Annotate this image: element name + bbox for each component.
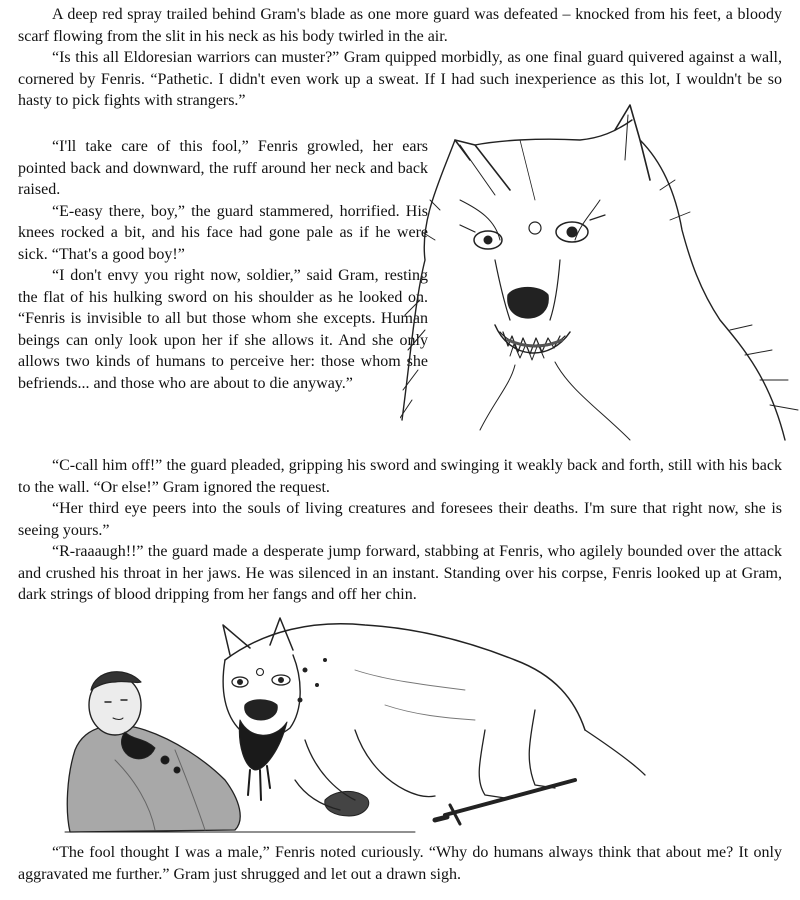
paragraph: “Is this all Eldoresian warriors can muster?” Gram quipped morbidly, as one final guard quivered against a wall, cornered by Fenris. “Pathetic. I didn't even work up a sweat. If I had such inexperience as this lot, I wouldn't be so hasty to pick fights with strangers.” (18, 49, 782, 109)
paragraph: “I don't envy you right now, soldier,” said Gram, resting the flat of his hulking sword on his shoulder as he looked on. “Fenris is invisible to all but those whom she excepts. Human beings can only look upon her if she allows it. And she only allows two kinds of humans to perceive her: those whom she befriends... and those who are about to die anyway.” (18, 267, 428, 392)
wolf-head-illustration (400, 100, 800, 448)
paragraph: “The fool thought I was a male,” Fenris noted curiously. “Why do humans always think that about me? It only aggravated me further.” Gram just shrugged and let out a drawn sigh. (18, 844, 782, 883)
paragraph: “Her third eye peers into the souls of living creatures and foresees their deaths. I'm sure that right now, she is seeing yours.” (18, 500, 782, 539)
text-section-wrap (18, 136, 428, 394)
text-section-bottom (18, 842, 782, 885)
text-section-top (18, 4, 782, 112)
paragraph: “E-easy there, boy,” the guard stammered, horrified. His knees rocked a bit, and his face had gone pale as if he were sick. “That's a good boy!” (18, 202, 428, 263)
paragraph: “R-raaaugh!!” the guard made a desperate jump forward, stabbing at Fenris, who agilely bounded over the attack and crushed his throat in her jaws. He was silenced in an instant. Standing over his corpse, Fenris looked up at Gram, dark strings of blood dripping from her fangs and off her chin. (18, 543, 782, 603)
text-section-middle (18, 455, 782, 606)
paragraph: “C-call him off!” the guard pleaded, gripping his sword and swinging it weakly back and forth, still with his back to the wall. “Or else!” Gram ignored the request. (18, 457, 782, 496)
paragraph: “I'll take care of this fool,” Fenris growled, her ears pointed back and downward, the ruff around her neck and back raised. (18, 138, 428, 198)
attack-scene-illustration (55, 610, 655, 835)
paragraph: A deep red spray trailed behind Gram's blade as one more guard was defeated – knocked from his feet, a bloody scarf flowing from the slit in his neck as his body twirled in the air. (18, 6, 782, 45)
